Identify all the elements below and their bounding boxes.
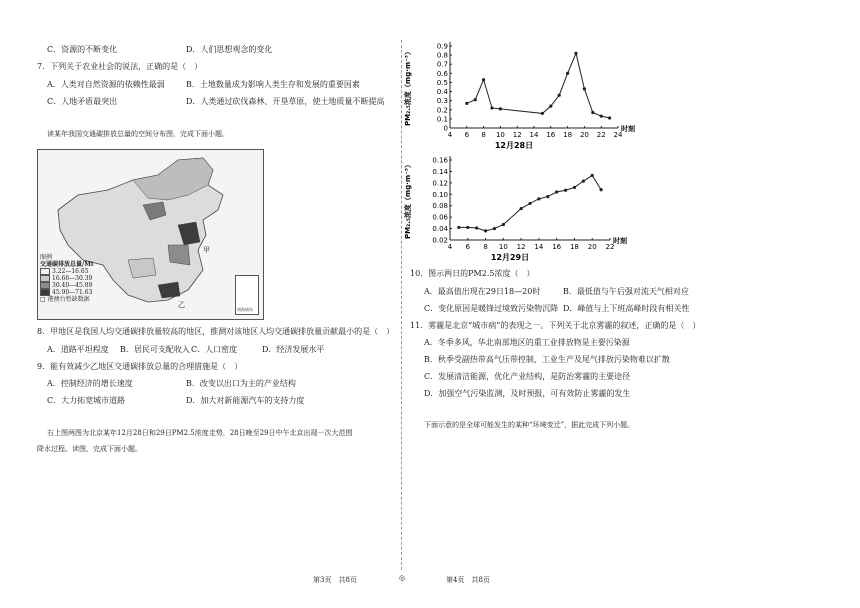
chart-title: 12月28日 [494, 141, 534, 150]
q9-stem: 9．能有效减少乙地区交通碳排放总量的合理措施是（ ） [37, 362, 243, 371]
q7-option-c: C．人地矛盾最突出 [47, 97, 118, 106]
x-tick-label: 6 [464, 131, 470, 139]
data-point [549, 105, 552, 108]
map-intro: 读某年我国交通碳排放总量的空间分布图，完成下面小题。 [47, 130, 229, 138]
legend-swatch [40, 289, 50, 296]
x-tick-label: 22 [605, 243, 615, 251]
legend-swatch [40, 268, 50, 275]
legend-label: 3.22—16.65 [52, 268, 89, 275]
x-axis-label: 时刻 [613, 237, 627, 245]
x-tick-label: 16 [552, 243, 562, 251]
data-point [493, 227, 496, 230]
x-tick-label: 20 [587, 243, 597, 251]
y-tick-label: 0.12 [432, 179, 448, 188]
q9-option-a: A．控制经济的增长速度 [47, 379, 133, 388]
y-tick-label: 0.3 [436, 97, 448, 106]
legend-swatch [40, 275, 50, 282]
q9-option-c: C．大力拓宽城市道路 [47, 396, 126, 405]
y-tick-label: 0.08 [432, 202, 448, 211]
q10-option-a: A．最高值出现在29日18—20时 [424, 287, 541, 296]
x-tick-label: 10 [495, 131, 505, 139]
q9-option-b: B．改变以出口为主的产业结构 [186, 379, 296, 388]
data-point [528, 202, 531, 205]
x-tick-label: 16 [546, 131, 556, 139]
south-china-sea-inset [235, 275, 259, 315]
page-number-right: 第4页 共8页 [446, 576, 490, 584]
data-point [499, 107, 502, 110]
data-point [465, 102, 468, 105]
map-legend [40, 254, 126, 303]
q7-option-b: B．土地数量成为影响人类生存和发展的重要因素 [186, 80, 360, 89]
data-point [482, 78, 485, 81]
x-tick-label: 18 [563, 131, 573, 139]
legend-row [40, 289, 126, 296]
data-point [608, 116, 611, 119]
q7-stem: 7．下列关于农业社会的说法，正确的是（ ） [37, 62, 203, 71]
y-tick-label: 0.04 [432, 225, 448, 234]
q9-option-d: D．加大对新能源汽车的支持力度 [186, 396, 305, 405]
legend-row [40, 282, 126, 289]
data-point [558, 94, 561, 97]
legend-row [40, 268, 126, 275]
y-tick-label: 0.06 [432, 213, 448, 222]
x-tick-label: 18 [569, 243, 579, 251]
q11-stem: 11．雾霾是北京“城市病”的表现之一。下列关于北京雾霾的叙述，正确的是（ ） [410, 321, 701, 330]
y-tick-label: 0.6 [436, 69, 448, 78]
label-yi: 乙 [178, 301, 185, 309]
data-point [583, 87, 586, 90]
y-tick-label: 0.8 [436, 51, 448, 60]
x-tick-label: 8 [481, 131, 486, 139]
data-point [564, 189, 567, 192]
x-axis-label: 时刻 [621, 125, 635, 133]
q8-option-a: A．道路平坦程度 [47, 345, 109, 354]
q6-option-d: D．人们思想观念的变化 [186, 45, 273, 54]
legend-subtitle: 交通碳排放总量/Mt [40, 261, 94, 268]
data-point [474, 98, 477, 101]
data-point [520, 207, 523, 210]
y-axis-label: PM₂.₅浓度（mg·m⁻³） [404, 161, 412, 239]
x-tick-label: 6 [465, 243, 471, 251]
y-tick-label: 0.7 [436, 60, 448, 69]
legend-label: 45.90—71.63 [52, 289, 93, 296]
x-tick-label: 22 [596, 131, 606, 139]
x-tick-label: 8 [483, 243, 488, 251]
y-tick-label: 0.2 [436, 106, 448, 115]
legend-label: 16.66—30.39 [52, 275, 93, 282]
data-point [573, 186, 576, 189]
q7-option-d: D．人类通过砍伐森林、开垦草原，使土地质量不断提高 [186, 97, 385, 106]
pm-intro-line1: 右上图两图为北京某年12月28日和29日PM2.5浓度走势，28日晚至29日中午北京出现一次大范围 [47, 429, 353, 437]
x-tick-label: 4 [447, 243, 453, 251]
q11-option-c: C．发展清洁能源，优化产业结构，是防治雾霾的主要途径 [424, 372, 631, 381]
data-point [591, 111, 594, 114]
x-tick-label: 4 [447, 131, 453, 139]
q11-option-a: A．冬季多风，华北南部地区的重工业排放物是主要污染源 [424, 338, 630, 347]
y-axis-label: PM₂.₅浓度（mg·m⁻³） [404, 48, 412, 126]
data-point [591, 174, 594, 177]
q10-option-b: B．最低值与午后强对流天气相对应 [563, 287, 689, 296]
y-tick-label: 0.10 [432, 190, 448, 199]
y-tick-label: 0 [443, 124, 448, 133]
data-point [537, 197, 540, 200]
legend-extra: □ 港澳台暂缺数据 [40, 296, 90, 303]
y-tick-label: 0.9 [436, 42, 448, 51]
data-point [600, 115, 603, 118]
data-point [541, 112, 544, 115]
legend-title: 图例 [40, 254, 53, 261]
data-point [555, 190, 558, 193]
q6-option-c: C．资源的不断变化 [47, 45, 118, 54]
q7-option-a: A．人类对自然资源的依赖性最弱 [47, 80, 165, 89]
q10-option-d: D．峰值与上下班高峰时段有相关性 [563, 304, 690, 313]
q8-stem: 8．甲地区是我国人均交通碳排放量较高的地区，推测对该地区人均交通碳排放量贡献最小的是（ ） [37, 327, 395, 336]
q8-option-c: C．人口密度 [191, 345, 238, 354]
q10-option-c: C．变化原因是暖锋过境致污染物沉降 [424, 304, 559, 313]
data-point [582, 180, 585, 183]
series-line [467, 53, 610, 118]
legend-swatch [40, 282, 50, 289]
inset-label: 南海诸岛 [237, 307, 253, 312]
x-tick-label: 12 [512, 131, 522, 139]
x-tick-label: 24 [613, 131, 623, 139]
label-jia: 甲 [203, 246, 210, 254]
data-point [600, 188, 603, 191]
x-tick-label: 14 [534, 243, 544, 251]
pm25-chart-dec28 [400, 38, 650, 156]
page-number-left: 第3页 共8页 [313, 576, 357, 584]
legend-label: 30.40—45.89 [52, 282, 93, 289]
y-tick-label: 0.16 [432, 156, 448, 165]
data-point [475, 226, 478, 229]
data-point [502, 223, 505, 226]
x-tick-label: 12 [516, 243, 526, 251]
q10-stem: 10．图示两日的PM2.5浓度（ ） [410, 269, 535, 278]
x-tick-label: 20 [579, 131, 589, 139]
data-point [546, 195, 549, 198]
data-point [574, 52, 577, 55]
q8-option-b: B．居民可支配收入 [120, 345, 190, 354]
x-tick-label: 14 [529, 131, 539, 139]
q11-option-b: B．秋季受副热带高气压带控制，工业生产及尾气排放污染物难以扩散 [424, 355, 670, 364]
legend-row [40, 275, 126, 282]
x-tick-label: 10 [498, 243, 508, 251]
center-binding-mark: ◎ [399, 574, 406, 582]
chart-title: 12月29日 [490, 253, 530, 262]
pm25-chart-dec29 [400, 153, 650, 268]
y-tick-label: 0.1 [436, 115, 448, 124]
q8-option-d: D．经济发展水平 [262, 345, 325, 354]
y-tick-label: 0.14 [432, 167, 448, 176]
y-tick-label: 0.4 [436, 88, 448, 97]
y-tick-label: 0.5 [436, 78, 448, 87]
pm-intro-line2: 降水过程。读图，完成下面小题。 [37, 445, 142, 453]
q11-option-d: D．加强空气污染监测，及时预报，可有效防止雾霾的发生 [424, 389, 631, 398]
carbon-emission-map [37, 149, 264, 320]
data-point [490, 106, 493, 109]
data-point [457, 226, 460, 229]
data-point [484, 229, 487, 232]
data-point [466, 226, 469, 229]
y-tick-label: 0.02 [432, 236, 448, 245]
data-point [566, 72, 569, 75]
env-change-intro: 下面示意的是全球可能发生的某种“环境变迁”，据此完成下列小题。 [424, 421, 635, 429]
